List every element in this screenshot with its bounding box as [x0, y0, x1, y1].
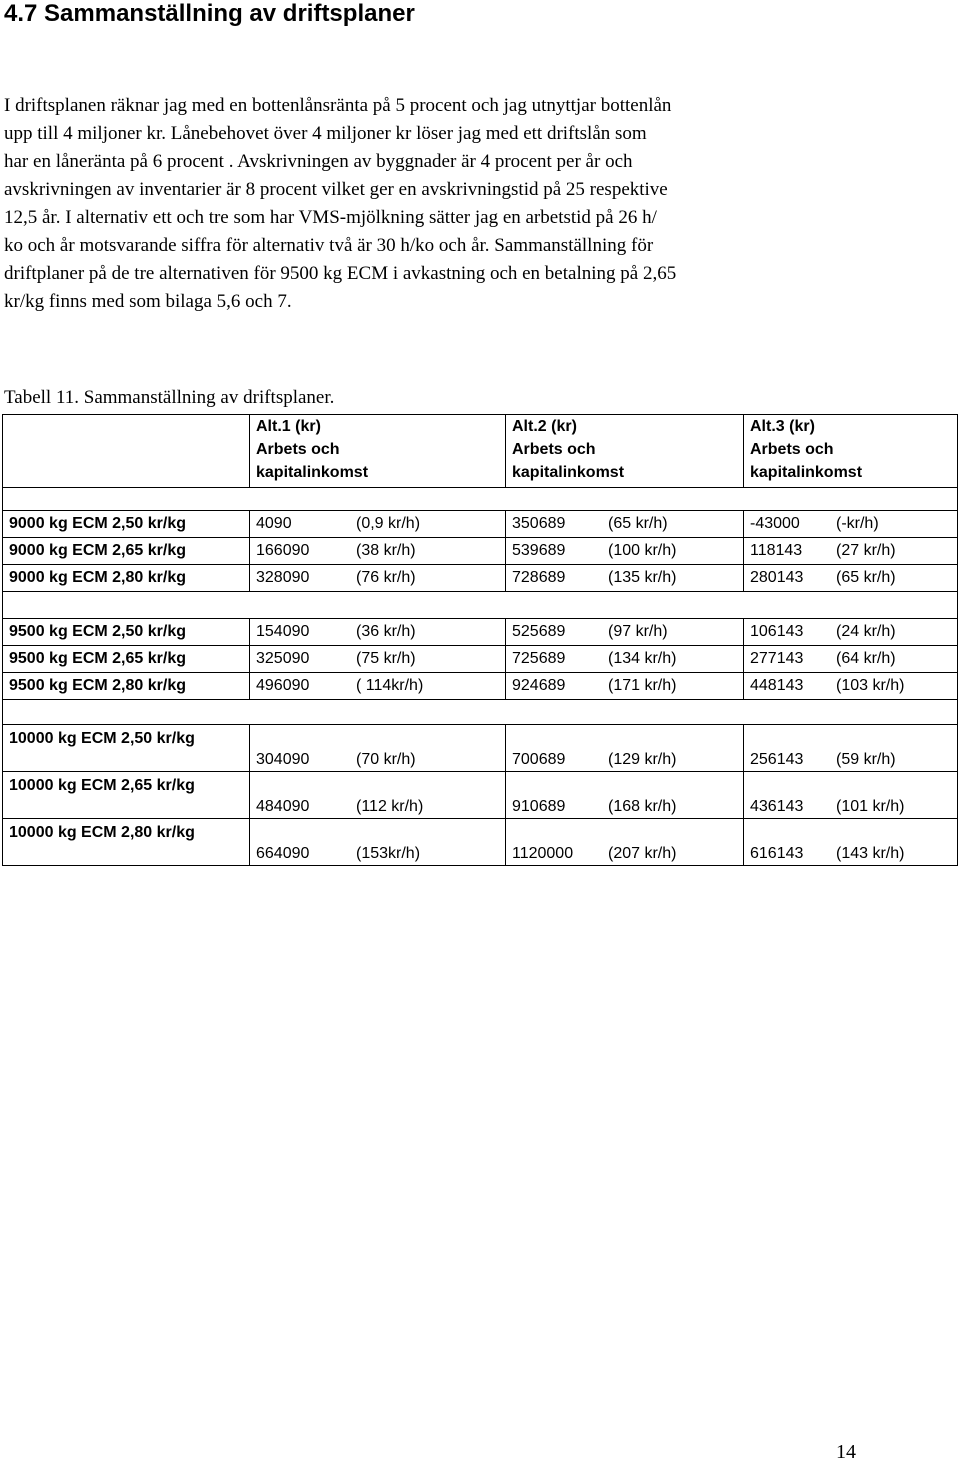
- income-amount: 118143: [750, 542, 803, 559]
- body-paragraph: [4, 92, 904, 316]
- value-cell: [506, 819, 744, 866]
- spacer-cell: [3, 592, 250, 619]
- value-cell: [506, 565, 744, 592]
- income-amount: 725689: [512, 650, 566, 667]
- hourly-rate: (135 kr/h): [608, 569, 677, 586]
- header-sub-label: kapitalinkomst: [256, 464, 369, 481]
- spacer-cell: [506, 488, 744, 511]
- value-cell: [744, 673, 958, 700]
- spacer-row: [3, 700, 958, 725]
- table-row: [3, 538, 958, 565]
- value-cell: [506, 619, 744, 646]
- row-label: 9500 kg ECM 2,65 kr/kg: [3, 646, 250, 673]
- income-amount: 256143: [750, 751, 804, 768]
- value-cell: [506, 673, 744, 700]
- value-cell: [506, 538, 744, 565]
- hourly-rate: (36 kr/h): [356, 623, 416, 640]
- value-cell: [744, 565, 958, 592]
- value-cell: [744, 619, 958, 646]
- spacer-cell: [744, 488, 958, 511]
- hourly-rate: (101 kr/h): [836, 798, 905, 815]
- value-cell: [250, 819, 506, 866]
- row-label: 10000 kg ECM 2,50 kr/kg: [3, 725, 250, 772]
- hourly-rate: (24 kr/h): [836, 623, 896, 640]
- hourly-rate: (103 kr/h): [836, 677, 905, 694]
- spacer-cell: [3, 488, 250, 511]
- income-amount: 1120000: [512, 845, 574, 862]
- spacer-cell: [250, 592, 506, 619]
- value-cell: [506, 646, 744, 673]
- spacer-cell: [506, 700, 744, 725]
- income-amount: 728689: [512, 569, 566, 586]
- header-cell-alt1: [250, 415, 506, 488]
- hourly-rate: (64 kr/h): [836, 650, 896, 667]
- hourly-rate: (112 kr/h): [356, 798, 424, 815]
- hourly-rate: (100 kr/h): [608, 542, 677, 559]
- spacer-cell: [250, 700, 506, 725]
- income-amount: 154090: [256, 623, 310, 640]
- header-alt-label: Alt.2 (kr): [512, 418, 577, 435]
- value-cell: [250, 511, 506, 538]
- hourly-rate: (-kr/h): [836, 515, 879, 532]
- header-sub-label: Arbets och: [512, 441, 596, 458]
- value-cell: [250, 565, 506, 592]
- hourly-rate: (97 kr/h): [608, 623, 668, 640]
- value-cell: [744, 772, 958, 819]
- hourly-rate: (65 kr/h): [608, 515, 668, 532]
- summary-table: [2, 414, 958, 866]
- value-cell: [250, 772, 506, 819]
- header-sub-label: Arbets och: [256, 441, 340, 458]
- income-amount: 664090: [256, 845, 310, 862]
- paragraph-line: kr/kg finns med som bilaga 5,6 och 7.: [4, 291, 292, 312]
- row-label: 9000 kg ECM 2,80 kr/kg: [3, 565, 250, 592]
- hourly-rate: (59 kr/h): [836, 751, 896, 768]
- value-cell: [250, 619, 506, 646]
- table-row: [3, 772, 958, 819]
- hourly-rate: (27 kr/h): [836, 542, 896, 559]
- hourly-rate: (207 kr/h): [608, 845, 677, 862]
- paragraph-line: upp till 4 miljoner kr. Lånebehovet över 4 miljoner kr löser jag med ett driftslån som: [4, 123, 647, 144]
- income-amount: 106143: [750, 623, 804, 640]
- header-corner-cell: [3, 415, 250, 488]
- value-cell: [744, 646, 958, 673]
- page-number: 14: [836, 1441, 856, 1463]
- header-alt-label: Alt.1 (kr): [256, 418, 321, 435]
- row-label: 10000 kg ECM 2,80 kr/kg: [3, 819, 250, 866]
- row-label: 9500 kg ECM 2,80 kr/kg: [3, 673, 250, 700]
- row-label: 9000 kg ECM 2,50 kr/kg: [3, 511, 250, 538]
- income-amount: 924689: [512, 677, 566, 694]
- income-amount: 280143: [750, 569, 804, 586]
- income-amount: 277143: [750, 650, 804, 667]
- table-row: [3, 725, 958, 772]
- header-sub-label: Arbets och: [750, 441, 834, 458]
- value-cell: [744, 538, 958, 565]
- table-row: [3, 819, 958, 866]
- spacer-cell: [250, 488, 506, 511]
- paragraph-line: I driftsplanen räknar jag med en bottenlånsränta på 5 procent och jag utnyttjar bottenlån: [4, 95, 672, 116]
- hourly-rate: (38 kr/h): [356, 542, 416, 559]
- income-amount: 325090: [256, 650, 310, 667]
- spacer-cell: [744, 592, 958, 619]
- hourly-rate: (143 kr/h): [836, 845, 905, 862]
- income-amount: 304090: [256, 751, 310, 768]
- value-cell: [250, 538, 506, 565]
- row-label: 10000 kg ECM 2,65 kr/kg: [3, 772, 250, 819]
- value-cell: [250, 725, 506, 772]
- hourly-rate: (76 kr/h): [356, 569, 416, 586]
- hourly-rate: (168 kr/h): [608, 798, 677, 815]
- hourly-rate: ( 114kr/h): [356, 677, 424, 694]
- income-amount: 700689: [512, 751, 566, 768]
- hourly-rate: (75 kr/h): [356, 650, 416, 667]
- income-amount: 328090: [256, 569, 310, 586]
- value-cell: [250, 673, 506, 700]
- hourly-rate: (65 kr/h): [836, 569, 896, 586]
- income-amount: 4090: [256, 515, 292, 532]
- table-row: [3, 673, 958, 700]
- value-cell: [250, 646, 506, 673]
- table-row: [3, 646, 958, 673]
- header-sub-label: kapitalinkomst: [750, 464, 863, 481]
- row-label: 9000 kg ECM 2,65 kr/kg: [3, 538, 250, 565]
- income-amount: 616143: [750, 845, 804, 862]
- spacer-row: [3, 488, 958, 511]
- paragraph-line: 12,5 år. I alternativ ett och tre som har VMS-mjölkning sätter jag en arbetstid på 26 h/: [4, 207, 657, 228]
- income-amount: 484090: [256, 798, 310, 815]
- value-cell: [744, 511, 958, 538]
- hourly-rate: (0,9 kr/h): [356, 515, 421, 532]
- paragraph-line: avskrivningen av inventarier är 8 procent vilket ger en avskrivningstid på 25 respektive: [4, 179, 668, 200]
- paragraph-line: har en låneränta på 6 procent . Avskrivningen av byggnader är 4 procent per år och: [4, 151, 633, 172]
- income-amount: 496090: [256, 677, 310, 694]
- hourly-rate: (134 kr/h): [608, 650, 677, 667]
- header-alt-label: Alt.3 (kr): [750, 418, 815, 435]
- table-header-row: [3, 415, 958, 488]
- spacer-cell: [744, 700, 958, 725]
- hourly-rate: (129 kr/h): [608, 751, 677, 768]
- header-cell-alt3: [744, 415, 958, 488]
- hourly-rate: (153kr/h): [356, 845, 421, 862]
- table-row: [3, 565, 958, 592]
- spacer-cell: [3, 700, 250, 725]
- value-cell: [506, 772, 744, 819]
- header-cell-alt2: [506, 415, 744, 488]
- value-cell: [506, 511, 744, 538]
- value-cell: [744, 725, 958, 772]
- row-label: 9500 kg ECM 2,50 kr/kg: [3, 619, 250, 646]
- hourly-rate: (171 kr/h): [608, 677, 677, 694]
- income-amount: -43000: [750, 515, 800, 532]
- income-amount: 910689: [512, 798, 566, 815]
- table-row: [3, 511, 958, 538]
- table-caption: Tabell 11. Sammanställning av driftsplaner.: [4, 387, 335, 408]
- table-row: [3, 619, 958, 646]
- income-amount: 448143: [750, 677, 804, 694]
- spacer-row: [3, 592, 958, 619]
- income-amount: 539689: [512, 542, 566, 559]
- spacer-cell: [506, 592, 744, 619]
- income-amount: 436143: [750, 798, 804, 815]
- paragraph-line: ko och år motsvarande siffra för alternativ två är 30 h/ko och år. Sammanställning för: [4, 235, 654, 256]
- income-amount: 350689: [512, 515, 566, 532]
- income-amount: 166090: [256, 542, 310, 559]
- income-amount: 525689: [512, 623, 566, 640]
- value-cell: [506, 725, 744, 772]
- section-heading: 4.7 Sammanställning av driftsplaner: [4, 0, 415, 27]
- header-sub-label: kapitalinkomst: [512, 464, 625, 481]
- value-cell: [744, 819, 958, 866]
- hourly-rate: (70 kr/h): [356, 751, 416, 768]
- paragraph-line: driftplaner på de tre alternativen för 9500 kg ECM i avkastning och en betalning på 2,65: [4, 263, 677, 284]
